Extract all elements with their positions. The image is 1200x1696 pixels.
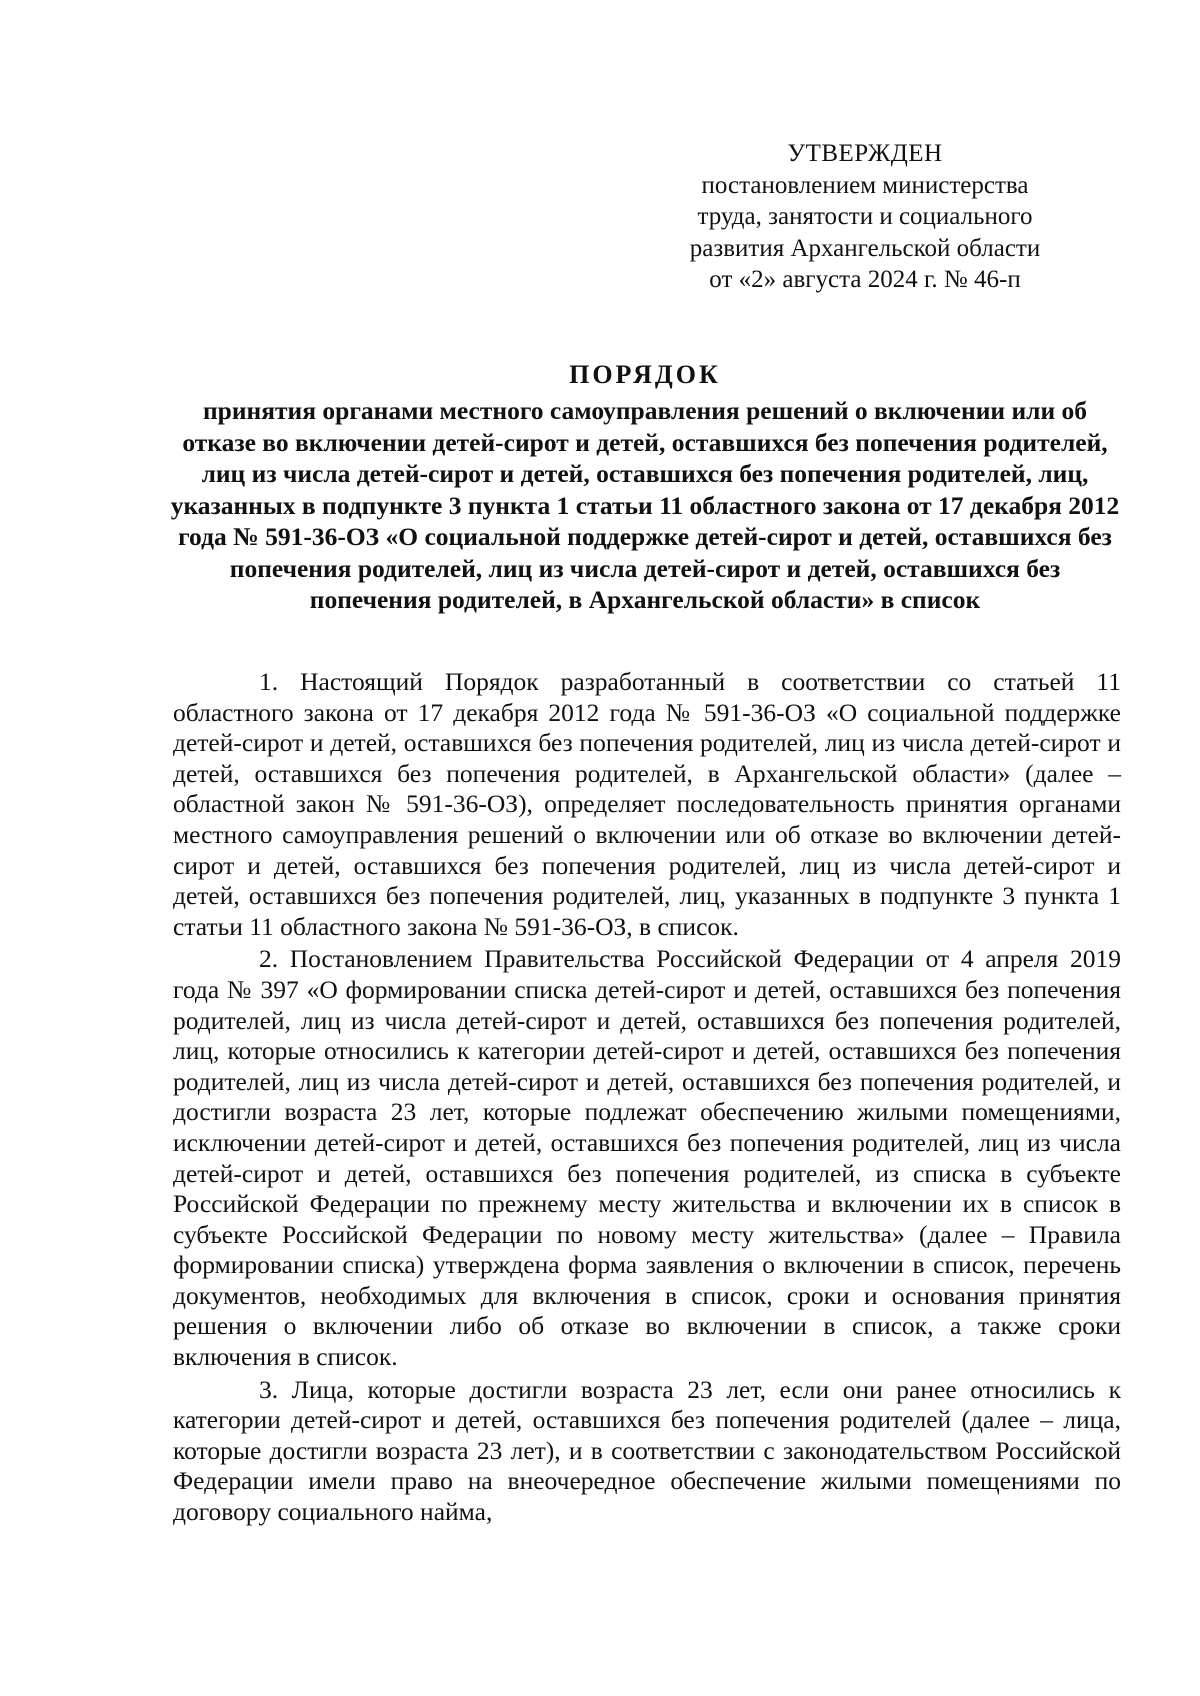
paragraph-1: 1. Настоящий Порядок разработанный в соответствии со статьей 11 областного закона от 17 декабря 2012 года № 591-36-ОЗ «О социальной поддержке детей-сирот и детей, оставшихся без попечения родителей, лиц из числа детей-сирот и детей, оставшихся без попечения родителей, в Архангельской области» (далее – областной закон № 591-36-ОЗ), определяет последовательность принятия органами местного самоуправления решений о включении или об отказе во включении детей-сирот и детей, оставшихся без попечения родителей, лиц из числа детей-сирот и детей, оставшихся без попечения родителей, лиц, указанных в подпункте 3 пункта 1 статьи 11 областного закона № 591-36-ОЗ, в список. <box>173 667 1121 941</box>
document-body <box>173 667 1121 1528</box>
approval-line: постановлением министерства <box>701 171 1029 199</box>
document-subtitle: принятия органами местного самоуправления решений о включении или об отказе во включении детей-сирот и детей, оставшихся без попечения родителей, лиц из числа детей-сирот и детей, оставшихся без попечения родителей, лиц, указанных в подпункте 3 пункта 1 статьи 11 областного закона от 17 декабря 2012 года № 591-36-ОЗ «О социальной поддержке детей-сирот и детей, оставшихся без попечения родителей, лиц из числа детей-сирот и детей, оставшихся без попечения родителей, в Архангельской области» в список <box>170 396 1120 614</box>
approval-stamp-block <box>670 138 1060 296</box>
approval-line: развития Архангельской области <box>689 234 1041 262</box>
paragraph-3: 3. Лица, которые достигли возраста 23 лет, если они ранее относились к категории детей-сирот и детей, оставшихся без попечения родителей (далее – лица, которые достигли возраста 23 лет), и в соответствии с законодательством Российской Федерации имели право на внеочередное обеспечение жилыми помещениями по договору социального найма, <box>173 1374 1121 1527</box>
approval-line: труда, занятости и социального <box>697 203 1033 230</box>
approval-date-number: от «2» августа 2024 г. № 46-п <box>709 266 1021 293</box>
paragraph-2: 2. Постановлением Правительства Российской Федерации от 4 апреля 2019 года № 397 «О формировании списка детей-сирот и детей, оставшихся без попечения родителей, лиц из числа детей-сирот и детей, оставшихся без попечения родителей, лиц, которые относились к категории детей-сирот и детей, оставшихся без попечения родителей, лиц из числа детей-сирот и детей, оставшихся без попечения родителей, и достигли возраста 23 лет, которые подлежат обеспечению жилыми помещениями, исключении детей-сирот и детей, оставшихся без попечения родителей, лиц из числа детей-сирот и детей, оставшихся без попечения родителей, из списка в субъекте Российской Федерации по прежнему месту жительства и включении их в список в субъекте Российской Федерации по новому месту жительства» (далее – Правила формировании списка) утверждена форма заявления о включении в список, перечень документов, необходимых для включения в список, сроки и основания принятия решения о включении либо об отказе во включении в список, а также сроки включения в список. <box>173 944 1121 1372</box>
document-title-block <box>170 358 1120 616</box>
document-title: ПОРЯДОК <box>569 360 721 389</box>
approval-heading: УТВЕРЖДЕН <box>787 140 943 167</box>
